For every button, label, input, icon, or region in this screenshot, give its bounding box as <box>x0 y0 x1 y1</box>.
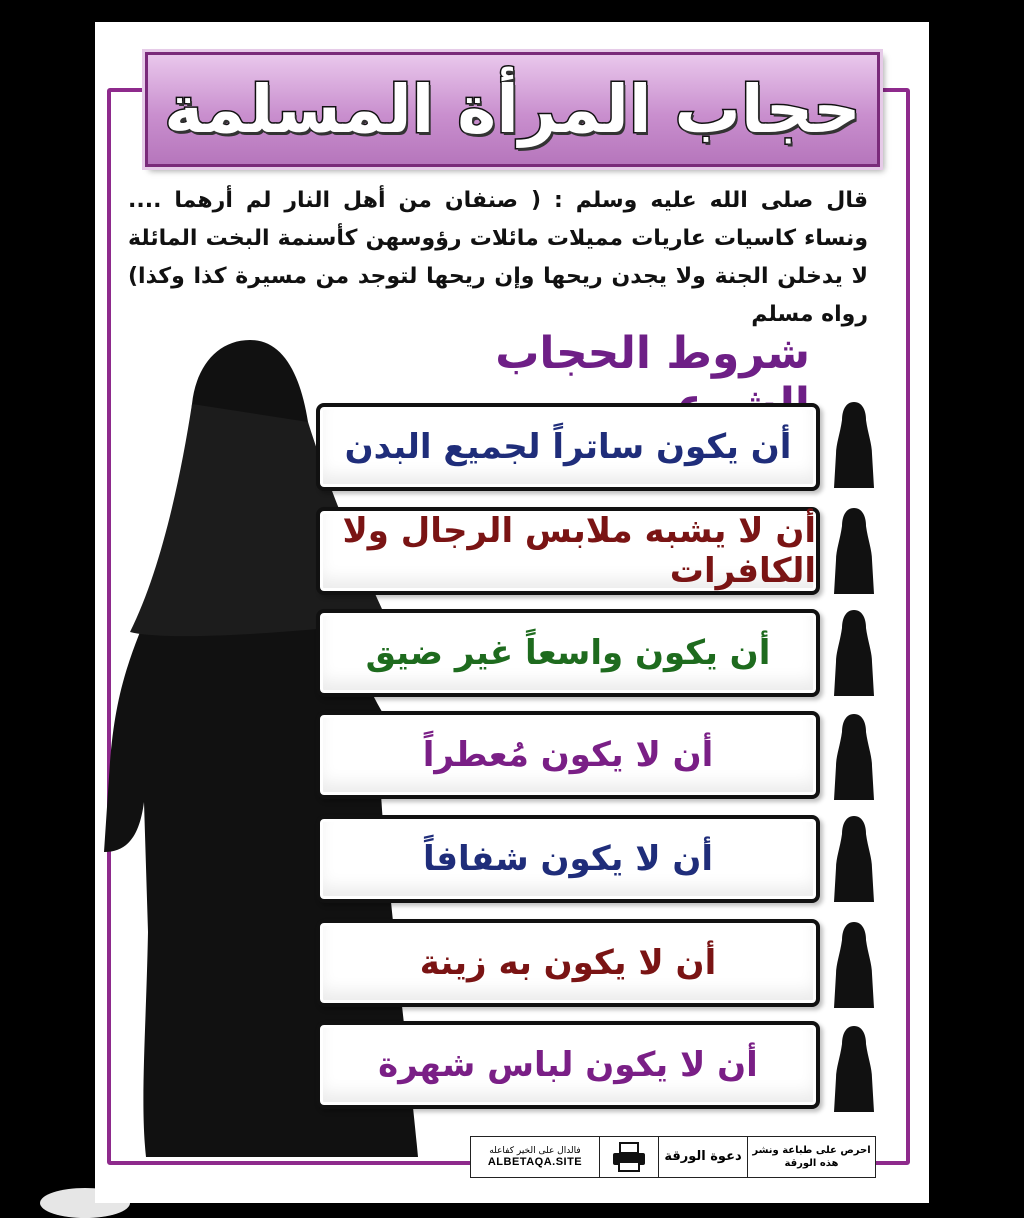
footer-print-note: احرص على طباعة ونشر هذه الورقة <box>752 1145 871 1169</box>
condition-row <box>316 507 820 595</box>
condition-text: أن يكون واسعاً غير ضيق <box>365 633 771 673</box>
small-figure-icon <box>832 400 876 490</box>
condition-row <box>316 711 820 799</box>
condition-row <box>316 403 820 491</box>
corner-overlay <box>40 1188 130 1218</box>
condition-row <box>316 1021 820 1109</box>
poster-title: حجاب المرأة المسلمة <box>164 71 861 148</box>
condition-text: أن لا يكون شفافاً <box>422 839 714 879</box>
condition-row <box>316 815 820 903</box>
condition-row <box>316 609 820 697</box>
small-figure-icon <box>832 1024 876 1114</box>
conditions-title: شروط الحجاب <box>495 328 810 379</box>
condition-row <box>316 919 820 1007</box>
footer-bar <box>470 1136 876 1178</box>
footer-logo: دعوة الورقة <box>658 1137 748 1177</box>
hadith-text: قال صلى الله عليه وسلم : ( صنفان من أهل النار لم أرهما .... ونساء كاسيات عاريات مميلات مائلات رؤوسهن كأسنمة البخت المائلة لا يدخلن الجنة ولا يجدن ريحها وإن ريحها لتوجد من مسيرة كذا وكذا) رواه مسلم <box>128 188 868 327</box>
condition-text: أن لا يكون به زينة <box>419 943 717 983</box>
footer-site-block <box>471 1137 600 1177</box>
condition-text: أن يكون ساتراً لجميع البدن <box>344 427 792 467</box>
condition-text: أن لا يشبه ملابس الرجال ولا الكافرات <box>342 511 816 591</box>
small-figure-icon <box>832 920 876 1010</box>
small-figure-icon <box>832 608 876 698</box>
printer-icon <box>600 1137 658 1177</box>
condition-text: أن لا يكون مُعطراً <box>422 735 714 775</box>
small-figure-icon <box>832 712 876 802</box>
condition-text: أن لا يكون لباس شهرة <box>378 1045 758 1085</box>
small-figure-icon <box>832 506 876 596</box>
footer-slogan: فالدال على الخير كفاعله <box>489 1146 581 1156</box>
small-figure-icon <box>832 814 876 904</box>
footer-site[interactable]: ALBETAQA.SITE <box>487 1156 583 1168</box>
title-banner <box>145 52 880 167</box>
